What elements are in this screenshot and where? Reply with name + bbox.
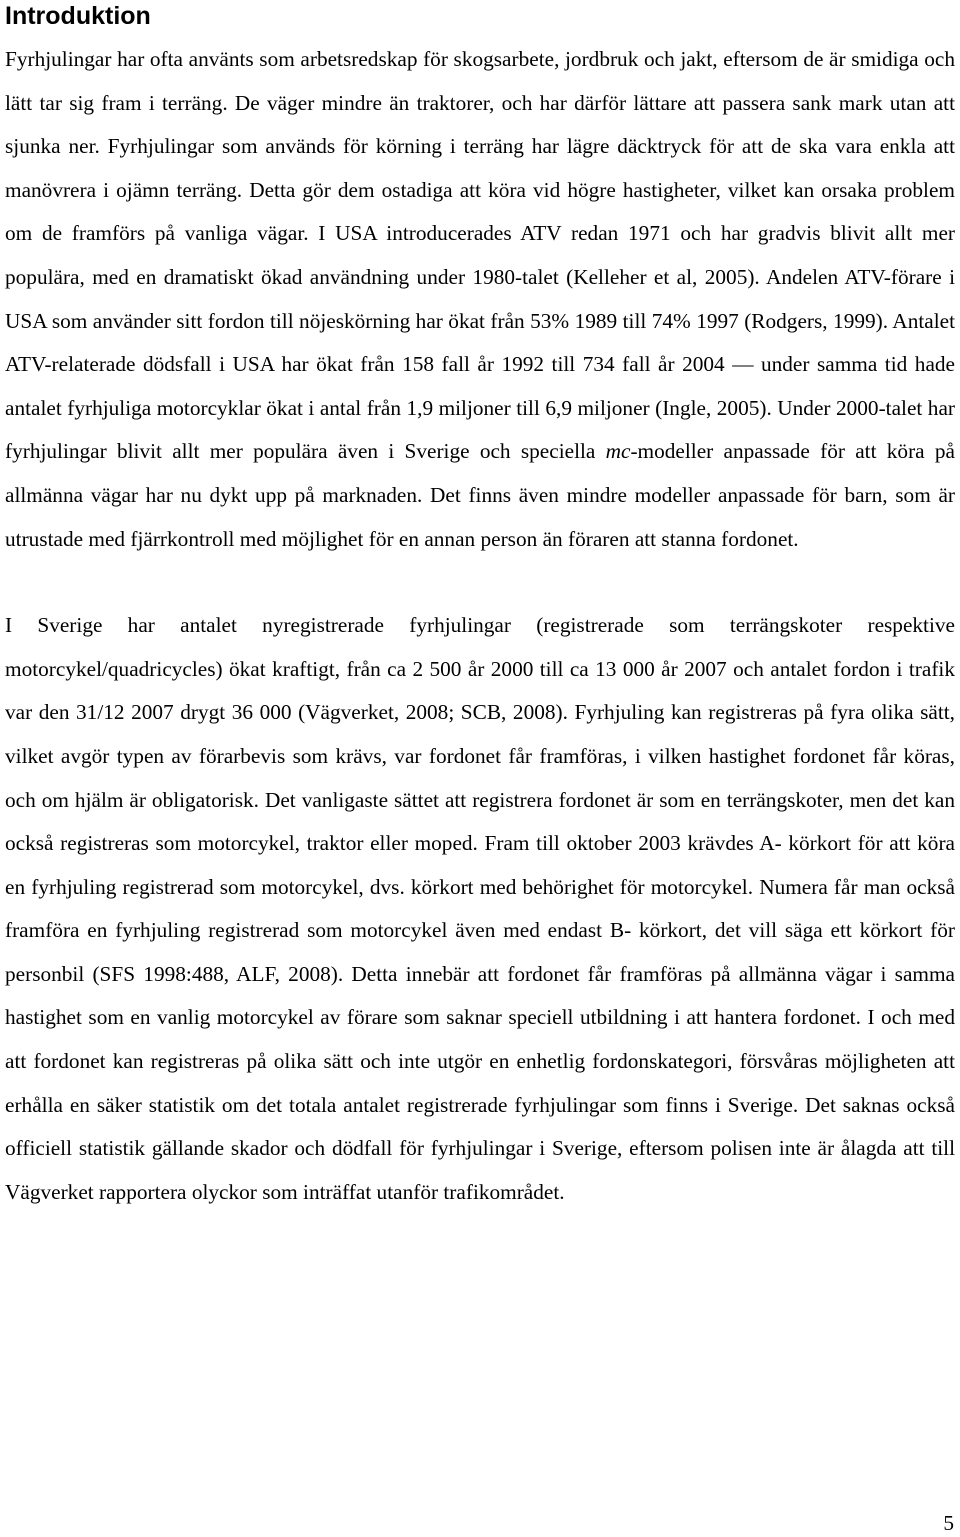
paragraph-sweden: I Sverige har antalet nyregistrerade fyrhjulingar (registrerade som terrängskoter respektive motorcykel/quadricycles) ökat kraftigt, från ca 2 500 år 2000 till ca 13 000 år 2007 och antalet fordon i trafik var den 31/12 2007 drygt 36 000 (Vägverket, 2008; SCB, 2008). Fyrhjuling kan registreras på fyra olika sätt, vilket avgör typen av förarbevis som krävs, var fordonet får framföras, i vilken hastighet fordonet får köras, och om hjälm är obligatorisk. Det vanligaste sättet att registrera fordonet är som en terrängskoter, men det kan också registreras som motorcykel, traktor eller moped. Fram till oktober 2003 krävdes A- körkort för att köra en fyrhjuling registrerad som motorcykel, dvs. körkort med behörighet för motorcykel. Numera får man också framföra en fyrhjuling registrerad som motorcykel även med endast B- körkort, det vill säga ett körkort för personbil (SFS 1998:488, ALF, 2008). Detta innebär att fordonet får framföras på allmänna vägar i samma hastighet som en vanlig motorcykel av förare som saknar speciell utbildning i att hantera fordonet. I och med att fordonet kan registreras på olika sätt och inte utgör en enhetlig fordonskategori, försvåras möjligheten att erhålla en säker statistik om det totala antalet registrerade fyrhjulingar som finns i Sverige. Det saknas också officiell statistik gällande skador och dödfall för fyrhjulingar i Sverige, eftersom polisen inte är ålagda att till Vägverket rapportera olyckor som inträffat utanför trafikområdet. <box>5 613 955 1204</box>
paragraph-intro <box>5 37 955 561</box>
document-page <box>5 0 955 1214</box>
paragraph-intro-text-1: Fyrhjulingar har ofta använts som arbetsredskap för skogsarbete, jordbruk och jakt, eftersom de är smidiga och lätt tar sig fram i terräng. De väger mindre än traktorer, och har därför lättare att passera sank mark utan att sjunka ner. Fyrhjulingar som används för körning i terräng har lägre däcktryck för att de ska vara enkla att manövrera i ojämn terräng. Detta gör dem ostadiga att köra vid högre hastigheter, vilket kan orsaka problem om de framförs på vanliga vägar. I USA introducerades ATV redan 1971 och har gradvis blivit allt mer populära, med en dramatiskt ökad användning under 1980-talet (Kelleher et al, 2005). Andelen ATV-förare i USA som använder sitt fordon till nöjeskörning har ökat från 53% 1989 till 74% 1997 (Rodgers, 1999). Antalet ATV-relaterade dödsfall i USA har ökat från 158 fall år 1992 till 734 fall år 2004 — under samma tid hade antalet fyrhjuliga motorcyklar ökat i antal från 1,9 miljoner till 6,9 miljoner (Ingle, 2005). Under 2000-talet har fyrhjulingar blivit allt mer populära även i Sverige och speciella <box>5 47 955 464</box>
paragraph-intro-text-2: -modeller anpassade för att köra på allmänna vägar har nu dykt upp på marknaden. Det finns även mindre modeller anpassade för barn, som är utrustade med fjärrkontroll med möjlighet för en annan person än föraren att stanna fordonet. <box>5 439 955 551</box>
section-heading: Introduktion <box>5 2 151 30</box>
page-number: 5 <box>943 1511 954 1535</box>
paragraph-intro-italic: mc <box>605 439 631 464</box>
paragraph-spacer <box>5 561 955 603</box>
